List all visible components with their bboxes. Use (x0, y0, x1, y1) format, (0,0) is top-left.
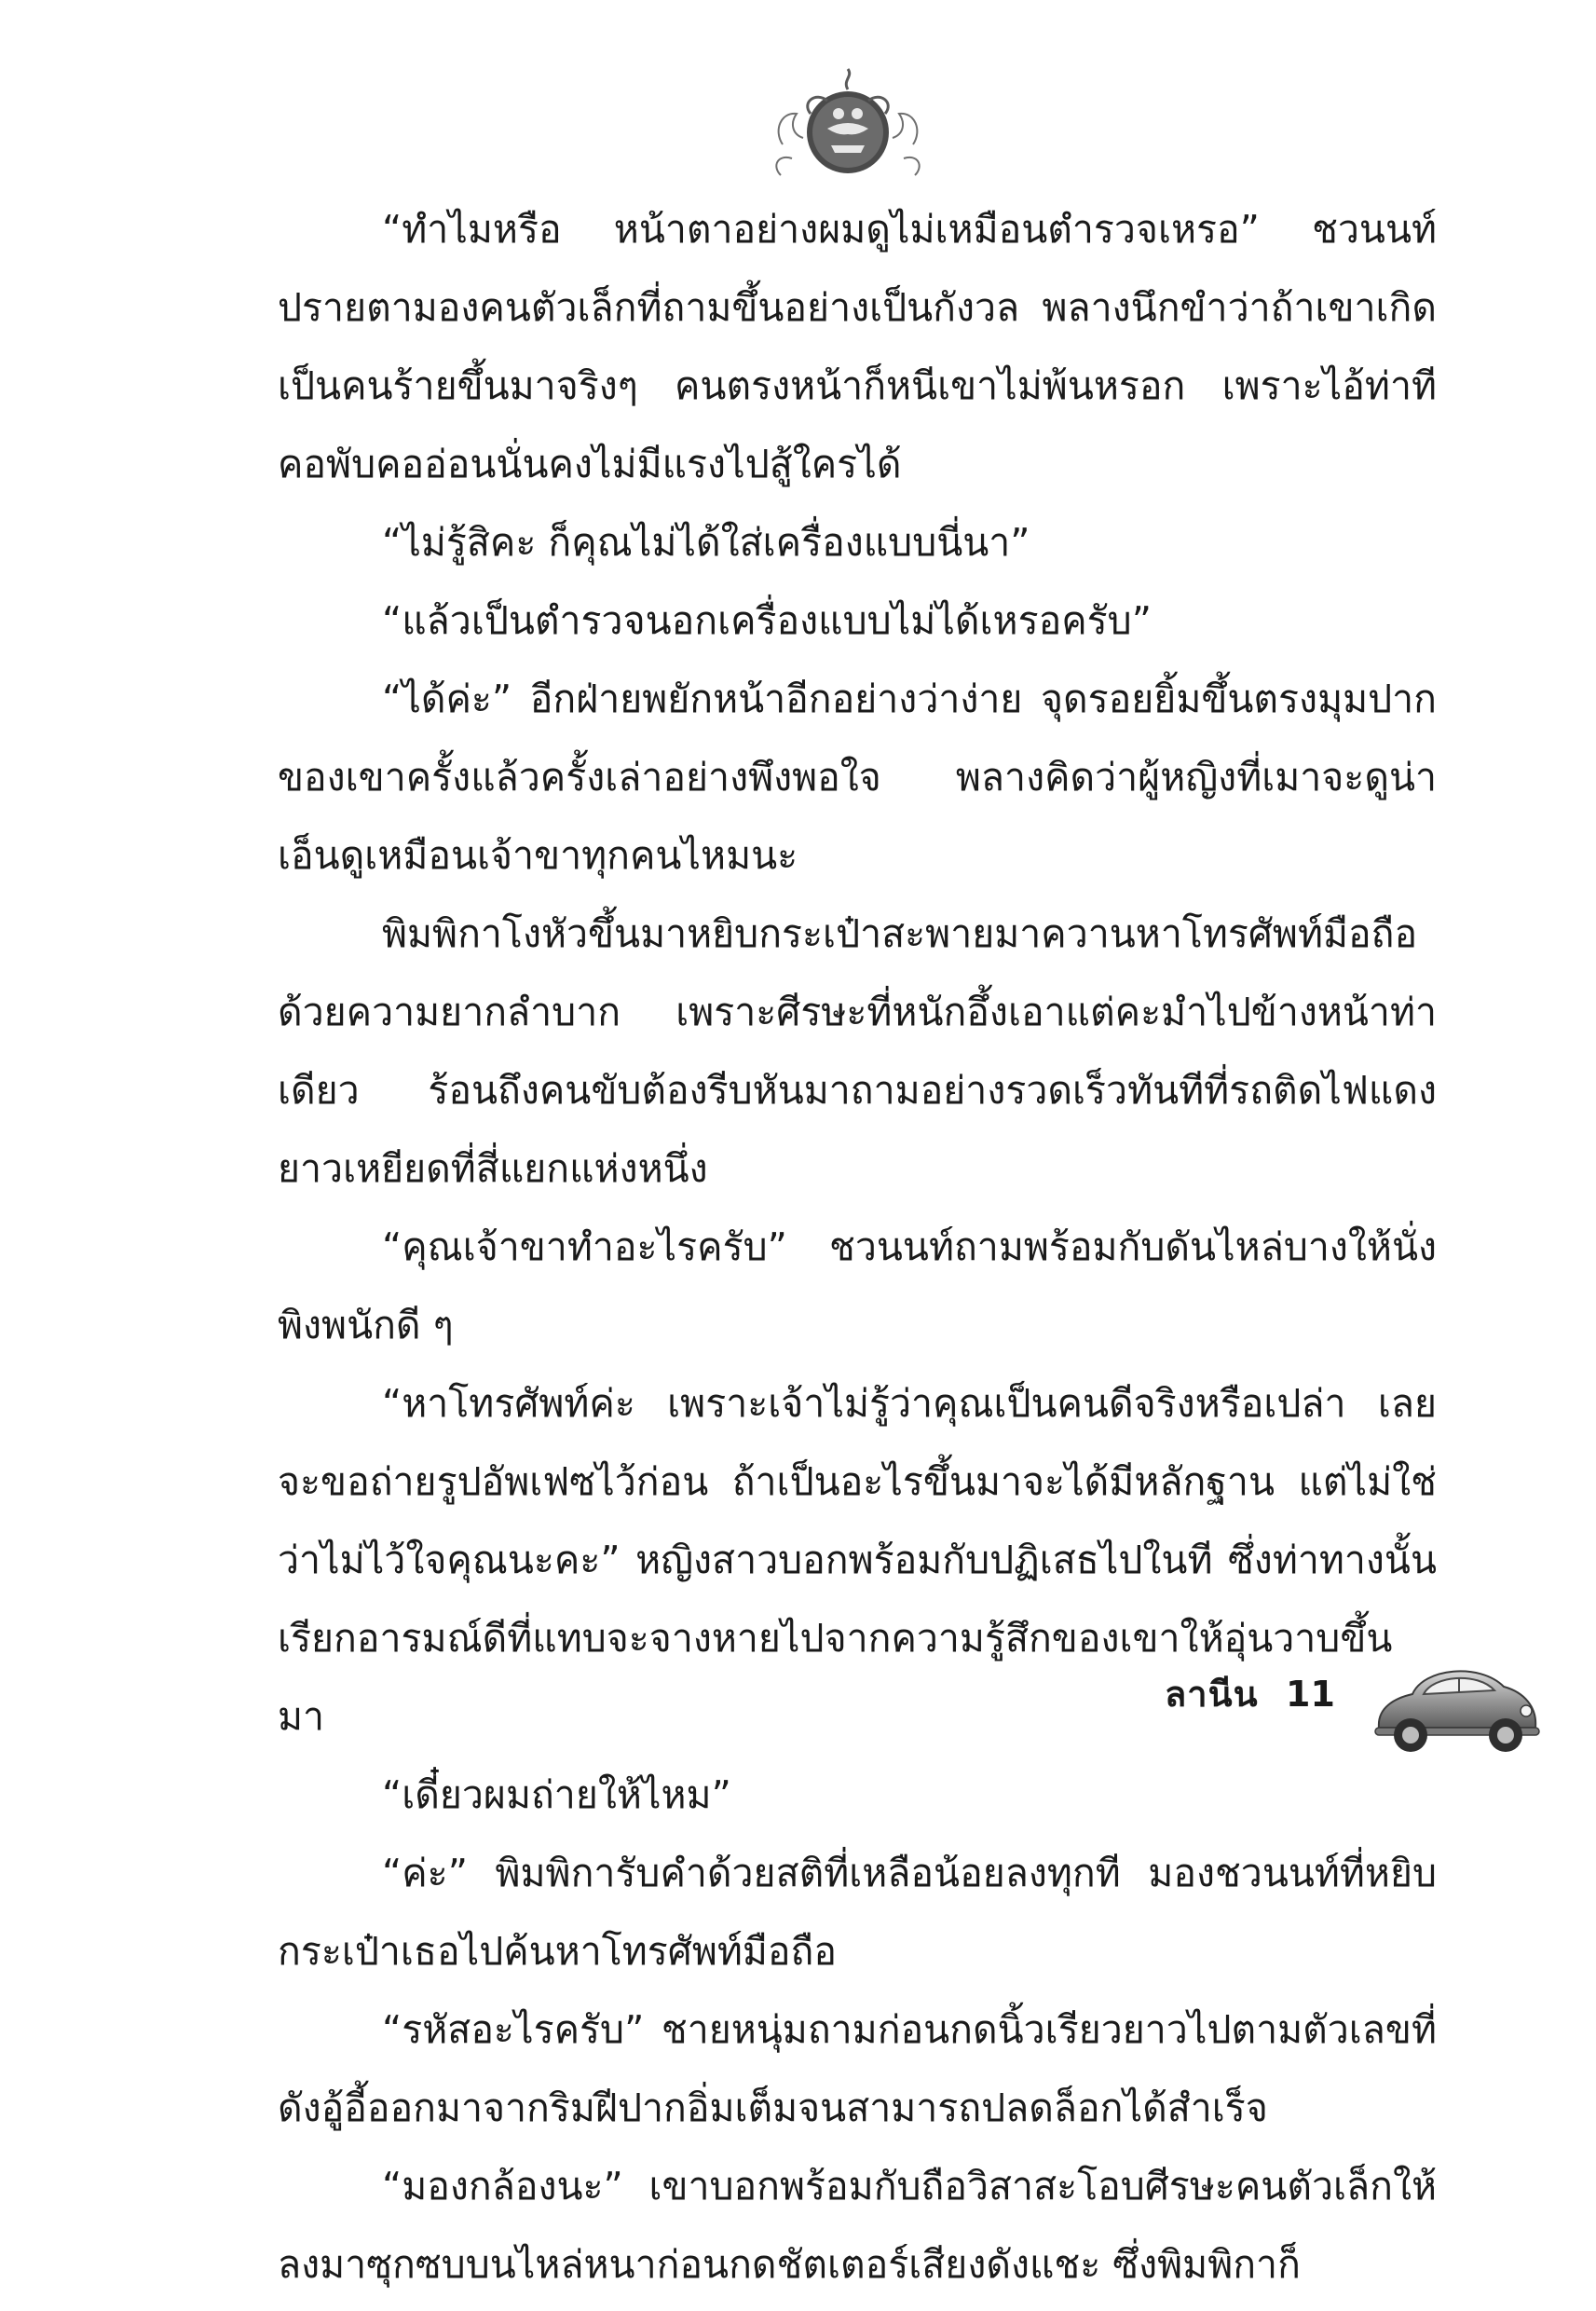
vintage-beetle-car-icon (1368, 1649, 1545, 1761)
paragraph: “ได้ค่ะ” อีกฝ่ายพยักหน้าอีกอย่างว่าง่าย จุดรอยยิ้มขึ้นตรงมุมปากของเขาครั้งแล้วครั้งเล่าอย่างพึงพอใจ พลางคิดว่าผู้หญิงที่เมาจะดูน่าเอ็นดูเหมือนเจ้าขาทุกคนไหมนะ (278, 677, 1437, 878)
paragraph: “ทำไมหรือ หน้าตาอย่างผมดูไม่เหมือนตำรวจเหรอ” ชวนนท์ปรายตามองคนตัวเล็กที่ถามขึ้นอย่างเป็นกังวล พลางนึกขำว่าถ้าเขาเกิดเป็นคนร้ายขึ้นมาจริงๆ คนตรงหน้าก็หนีเขาไม่พ้นหรอก เพราะไอ้ท่าทีคอพับคออ่อนนั่นคงไม่มีแรงไปสู้ใครได้ (278, 207, 1437, 486)
paragraph: “หาโทรศัพท์ค่ะ เพราะเจ้าไม่รู้ว่าคุณเป็นคนดีจริงหรือเปล่า เลยจะขอถ่ายรูปอัพเฟซไว้ก่อน ถ้าเป็นอะไรขึ้นมาจะได้มีหลักฐาน แต่ไม่ใช่ว่าไม่ไว้ใจคุณนะคะ” หญิงสาวบอกพร้อมกับปฏิเสธไปในที ซึ่งท่าทางนั้นเรียกอารมณ์ดีที่แทบจะจางหายไปจากความรู้สึกของเขาให้อุ่นวาบขึ้นมา (278, 1381, 1437, 1739)
paragraph: “มองกล้องนะ” เขาบอกพร้อมกับถือวิสาสะโอบศีรษะคนตัวเล็กให้ลงมาซุกซบบนไหล่หนาก่อนกดชัตเตอร์เสียงดังแชะ ซึ่งพิมพิกาก็ (278, 2164, 1437, 2287)
paragraph: พิมพิกาโงหัวขึ้นมาหยิบกระเป๋าสะพายมาควานหาโทรศัพท์มือถือด้วยความยากลำบาก เพราะศีรษะที่หนักอึ้งเอาแต่คะมำไปข้างหน้าท่าเดียว ร้อนถึงคนขับต้องรีบหันมาถามอย่างรวดเร็วทันทีที่รถติดไฟแดงยาวเหยียดที่สี่แยกแห่งหนึ่ง (278, 911, 1437, 1191)
paragraph: “เดี๋ยวผมถ่ายให้ไหม” (382, 1772, 731, 1817)
paragraph: “แล้วเป็นตำรวจนอกเครื่องแบบไม่ได้เหรอครับ” (382, 598, 1152, 643)
page-footer (1165, 1649, 1537, 1780)
paragraph: “คุณเจ้าขาทำอะไรครับ” ชวนนท์ถามพร้อมกับดันไหล่บางให้นั่งพิงพนักดี ๆ (278, 1224, 1437, 1347)
paragraph: “ไม่รู้สิคะ ก็คุณไม่ได้ใส่เครื่องแบบนี่นา” (382, 520, 1030, 565)
paragraph: “ค่ะ” พิมพิการับคำด้วยสติที่เหลือน้อยลงทุกที มองชวนนท์ที่หยิบกระเป๋าเธอไปค้นหาโทรศัพท์มือถือ (278, 1851, 1437, 1974)
paragraph: “รหัสอะไรครับ” ชายหนุ่มถามก่อนกดนิ้วเรียวยาวไปตามตัวเลขที่ดังอู้อี้ออกมาจากริมฝีปากอิ่มเต็มจนสามารถปลดล็อกได้สำเร็จ (278, 2007, 1437, 2130)
ornamental-emblem-icon (764, 56, 932, 196)
body-text (278, 190, 1437, 2304)
page-number: 11 (1286, 1674, 1335, 1715)
book-title: ลานีน (1165, 1674, 1259, 1715)
